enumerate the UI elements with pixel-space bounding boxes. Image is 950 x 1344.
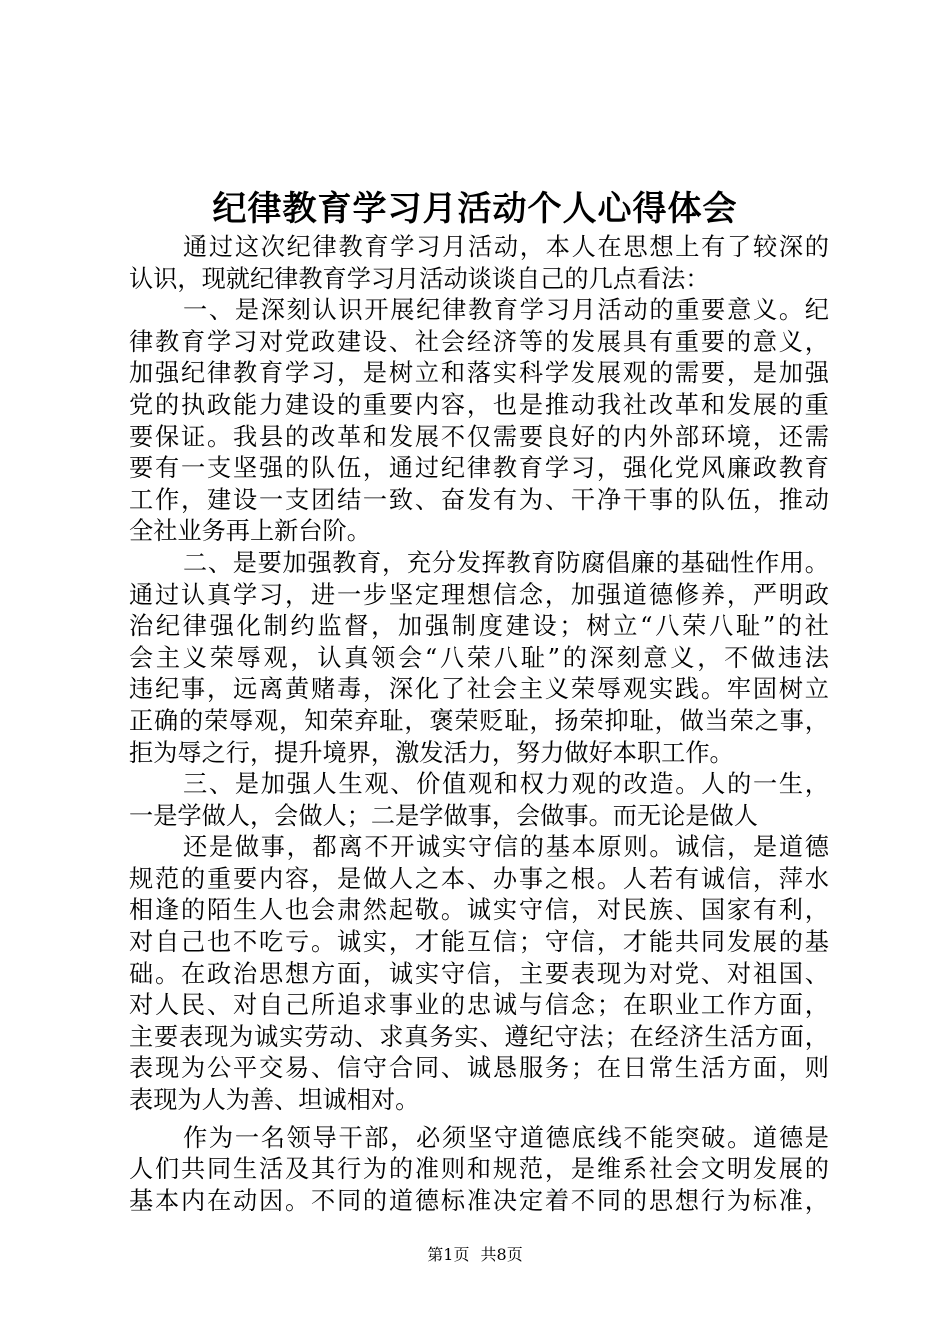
document-title: 纪律教育学习月活动个人心得体会 [212, 189, 738, 229]
body-line: 通过这次纪律教育学习月活动，本人在思想上有了较深的 [183, 233, 829, 261]
body-line: 律教育学习对党政建设、社会经济等的发展具有重要的意义， [129, 327, 829, 356]
body-line: 会主义荣辱观，认真领会“八荣八耻”的深刻意义，不做违法 [129, 643, 829, 672]
page-footer [0, 1244, 950, 1266]
page-number: 第1页 [427, 1245, 470, 1264]
body-line: 还是做事，都离不开诚实守信的基本原则。诚信，是道德 [183, 833, 829, 862]
document-body [129, 232, 829, 1217]
body-line: 三、是加强人生观、价值观和权力观的改造。人的一生， [183, 770, 829, 799]
body-line: 基本内在动因。不同的道德标准决定着不同的思想行为标准， [129, 1186, 829, 1215]
body-line: 要有一支坚强的队伍，通过纪律教育学习，强化党风廉政教育 [129, 454, 829, 483]
body-line: 表现为人为善、坦诚相对。 [129, 1086, 420, 1115]
body-line: 主要表现为诚实劳动、求真务实、遵纪守法；在经济生活方面， [129, 1022, 829, 1051]
body-line: 加强纪律教育学习，是树立和落实科学发展观的需要，是加强 [129, 359, 829, 388]
body-line: 规范的重要内容，是做人之本、办事之根。人若有诚信，萍水 [129, 864, 829, 893]
body-line: 通过认真学习，进一步坚定理想信念，加强道德修养，严明政 [129, 580, 829, 609]
body-line: 二、是要加强教育，充分发挥教育防腐倡廉的基础性作用。 [183, 548, 829, 577]
body-line: 相逢的陌生人也会肃然起敬。诚实守信，对民族、国家有利， [129, 896, 829, 925]
body-line: 人们共同生活及其行为的准则和规范，是维系社会文明发展的 [129, 1155, 829, 1184]
body-line: 作为一名领导干部，必须坚守道德底线不能突破。道德是 [183, 1123, 829, 1152]
body-line: 违纪事，远离黄赌毒，深化了社会主义荣辱观实践。牢固树立 [129, 675, 829, 704]
body-line: 表现为公平交易、信守合同、诚恳服务；在日常生活方面，则 [129, 1054, 829, 1083]
body-line: 工作，建设一支团结一致、奋发有为、干净干事的队伍，推动 [129, 485, 829, 514]
body-line: 党的执政能力建设的重要内容，也是推动我社改革和发展的重 [129, 390, 829, 419]
body-line: 一是学做人，会做人；二是学做事，会做事。而无论是做人 [129, 801, 758, 830]
body-line: 要保证。我县的改革和发展不仅需要良好的内外部环境，还需 [129, 422, 829, 451]
page-count: 共8页 [480, 1245, 523, 1264]
body-line: 对自己也不吃亏。诚实，才能互信；守信，才能共同发展的基 [129, 928, 829, 957]
body-line: 认识，现就纪律教育学习月活动谈谈自己的几点看法： [129, 264, 710, 293]
body-line: 对人民、对自己所追求事业的忠诚与信念；在职业工作方面， [129, 991, 829, 1020]
body-line: 治纪律强化制约监督，加强制度建设；树立“八荣八耻”的社 [129, 612, 829, 641]
body-line: 全社业务再上新台阶。 [129, 517, 371, 546]
body-line: 一、是深刻认识开展纪律教育学习月活动的重要意义。纪 [183, 296, 829, 325]
body-line: 正确的荣辱观，知荣弃耻，褒荣贬耻，扬荣抑耻，做当荣之事， [129, 706, 829, 735]
body-line: 础。在政治思想方面，诚实守信，主要表现为对党、对祖国、 [129, 959, 829, 988]
body-line: 拒为辱之行，提升境界，激发活力，努力做好本职工作。 [129, 738, 734, 767]
